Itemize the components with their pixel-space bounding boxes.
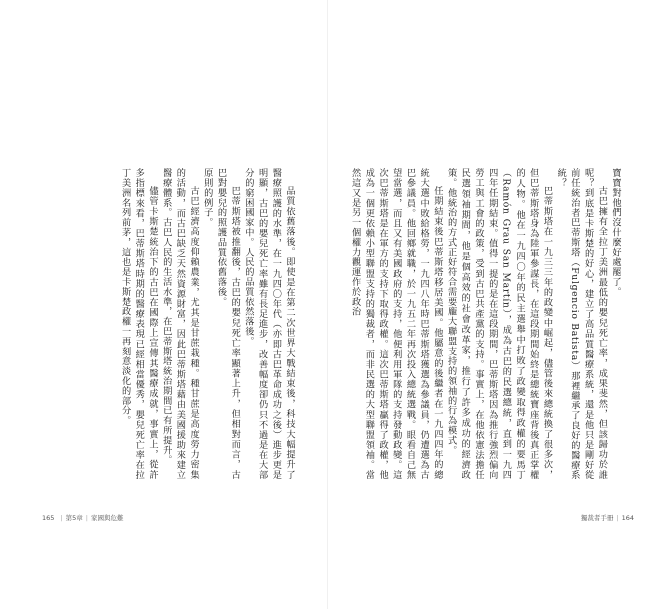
left-page-footer: 165 | 第5章 | 家國與危難 <box>42 514 124 522</box>
left-section-title: 家國與危難 <box>90 514 124 522</box>
right-page-footer: 獨裁者手冊 | 164 <box>580 514 634 522</box>
right-paragraph-2: 古巴擁有全拉丁美洲最低的嬰兒死亡率，成果斐然，但該歸功於誰呢？到底是卡斯楚的好心，建立了高品質醫療系統，還是他只是剛好從前任統治者巴蒂斯塔（Fulgencio Batista）那裡繼承了良好的醫療系統？ <box>555 168 608 480</box>
left-paragraph-2: 巴蒂斯塔被推翻後，古巴的嬰兒死亡率顯著上升，但相對而言，古巴對嬰兒的照護品質依舊落後。 <box>215 168 241 480</box>
left-page-body <box>44 168 296 480</box>
left-paragraph-5: 儘管卡斯楚統治下的古巴在國際上宣傳其醫療成就，事實上，從許多指標來看，巴蒂斯塔時期的醫療表現已經相當優秀，嬰兒死亡率在拉丁美洲名列前茅，這也是卡斯楚政權一再刻意淡化的部分。 <box>119 168 158 480</box>
left-paragraph-4: 古巴經濟高度仰賴農業，尤其是甘蔗栽種。種甘蔗是高度勞力密集的活動，而古巴缺乏天然資源財富，因此巴蒂斯塔藉由美國援助來建立醫療體系。古巴人民的生活水準，在巴蒂斯塔統治期間已有所提升。 <box>160 168 200 480</box>
left-chapter-label: 第5章 <box>65 514 83 522</box>
right-page-body <box>350 168 622 480</box>
left-paragraph-3: 原則的例子。 <box>201 168 213 228</box>
left-page <box>0 0 327 609</box>
left-page-number: 165 <box>42 514 55 522</box>
right-paragraph-3: 巴蒂斯塔在一九三三年的政變中崛起，儘管後來總統換了很多次，但巴蒂斯塔身為陸軍參謀長，在這段期間始終是總統寶座背後真正掌權的人物。他在一九四〇年的民主選舉中打敗了政變取得政權的要馬丁（Ramón Grau San Martín），成為古巴的民選總統，直到一九四四年任期結束。值得一提的是在這段期間，巴蒂斯塔因為推行強烈偏向勞工與工會的政策，受到古巴共產黨的支持。事實上，在他依憲法擔任民選領袖期間，他是個高效的社會改革家，推行了許多成功的經濟政策。他統治的方式正好符合需要龐大聯盟支持的領袖的行為模式。 <box>445 168 553 480</box>
right-running-title: 獨裁者手冊 <box>580 514 614 522</box>
right-paragraph-4: 任期結束後巴蒂斯塔移居美國。他屬意的後繼者在一九四四年的總統大選中敗給格勞，一九四八年時巴蒂斯塔獲選為參議員，仍遭選為古巴參議員。他回鄉就職，於一九五二年再次投入總統選戰。眼看自己無望當選，而且又有美國政府的支持，他便利用軍隊的支持發動政變。這次巴蒂斯塔是在軍方的支持下取得政權。這次巴蒂斯塔贏得了政權，他成為一個更依賴小型聯盟支持的獨裁者，而非民選的大型聯盟領袖。當然這又是另一個權力觀運作於政治 <box>350 168 443 480</box>
right-paragraph-1: 寶寶對他們沒什麼好處罷了。 <box>610 168 621 297</box>
right-page <box>328 0 655 609</box>
left-paragraph-1: 品質依舊落後。即使是在第二次世界大戰結束後，科技大幅提升了醫療照護的水準，在一九四〇年代（亦即古巴革命成功之後）進步更是明顯，古巴的嬰兒死亡率雖有長足進步，改善幅度卻仍只不過是在大部分的窮困國家中。人民的品質依然落後。 <box>242 168 295 480</box>
right-page-number: 164 <box>621 514 634 522</box>
